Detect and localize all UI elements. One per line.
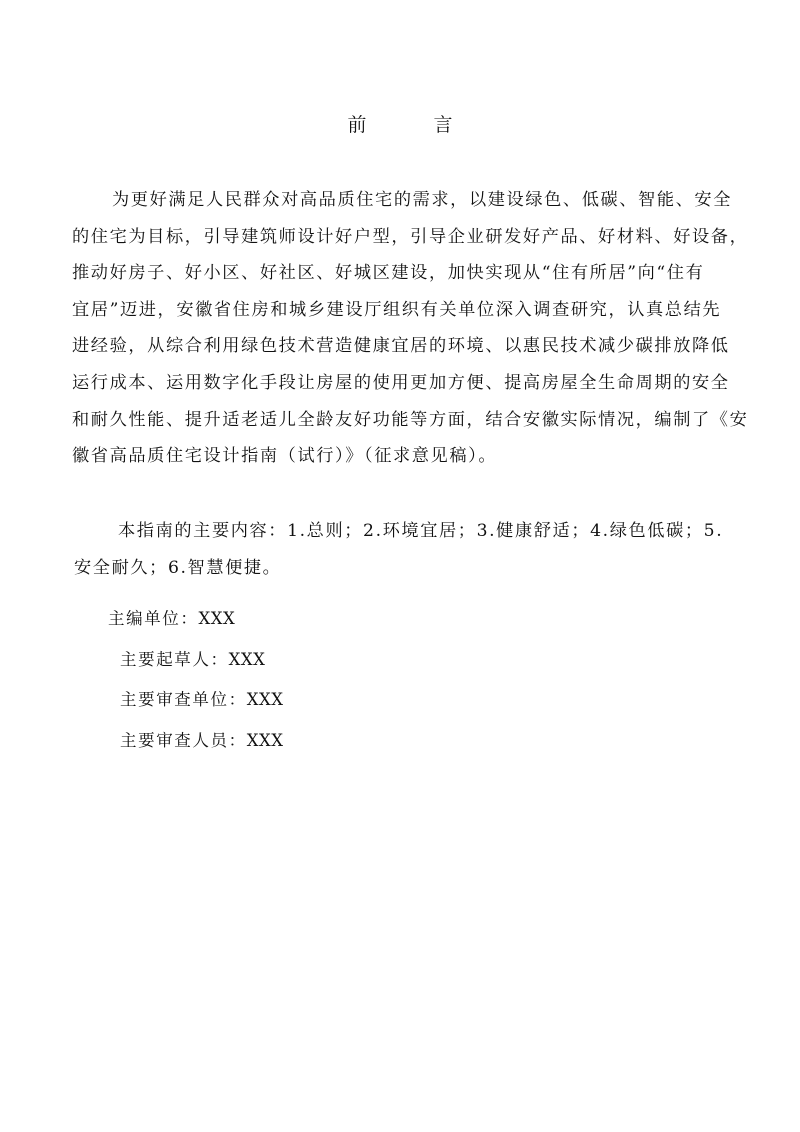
foreword-line: 徽省高品质住宅设计指南（试行）》（征求意见稿）。 [72,446,498,467]
foreword-line: 的住宅为目标，引导建筑师设计好户型，引导企业研发好产品、好材料、好设备， [72,226,749,247]
foreword-line: 宜居”迈进，安徽省住房和城乡建设厅组织有关单位深入调查研究，认真总结先 [72,299,722,320]
foreword-line: 进经验，从综合利用绿色技术营造健康宜居的环境、以惠民技术减少碳排放降低 [72,336,730,357]
foreword-line: 运行成本、运用数字化手段让房屋的使用更加方便、提高房屋全生命周期的安全 [72,372,730,393]
credit-value: XXX [228,650,266,669]
credit-label: 主要审查单位： [120,690,247,709]
credit-value: XXX [246,731,284,750]
contents-paragraph [72,513,732,586]
page-title: 前 言 [347,114,477,136]
credit-label: 主要起草人： [120,650,229,669]
foreword-line: 推动好房子、好小区、好社区、好城区建设，加快实现从“住有所居”向“住有 [72,263,705,284]
credit-reviewers [120,729,283,753]
foreword-line: 和耐久性能、提升适老适儿全龄友好功能等方面，结合安徽实际情况，编制了《安 [72,409,749,430]
credit-value: XXX [246,690,284,709]
credit-chief-editor-unit [108,607,235,631]
credit-review-unit [120,688,283,712]
contents-line: 本指南的主要内容：1.总则；2.环境宜居；3.健康舒适；4.绿色低碳；5. [118,521,724,541]
credit-label: 主编单位： [108,609,199,628]
foreword-line: 为更好满足人民群众对高品质住宅的需求，以建设绿色、低碳、智能、安全 [112,190,732,210]
contents-line: 安全耐久；6.智慧便捷。 [74,557,282,578]
credit-value: XXX [198,609,236,628]
foreword-paragraph [72,182,749,475]
credit-label: 主要审查人员： [120,731,247,750]
credit-main-drafters [120,648,265,672]
